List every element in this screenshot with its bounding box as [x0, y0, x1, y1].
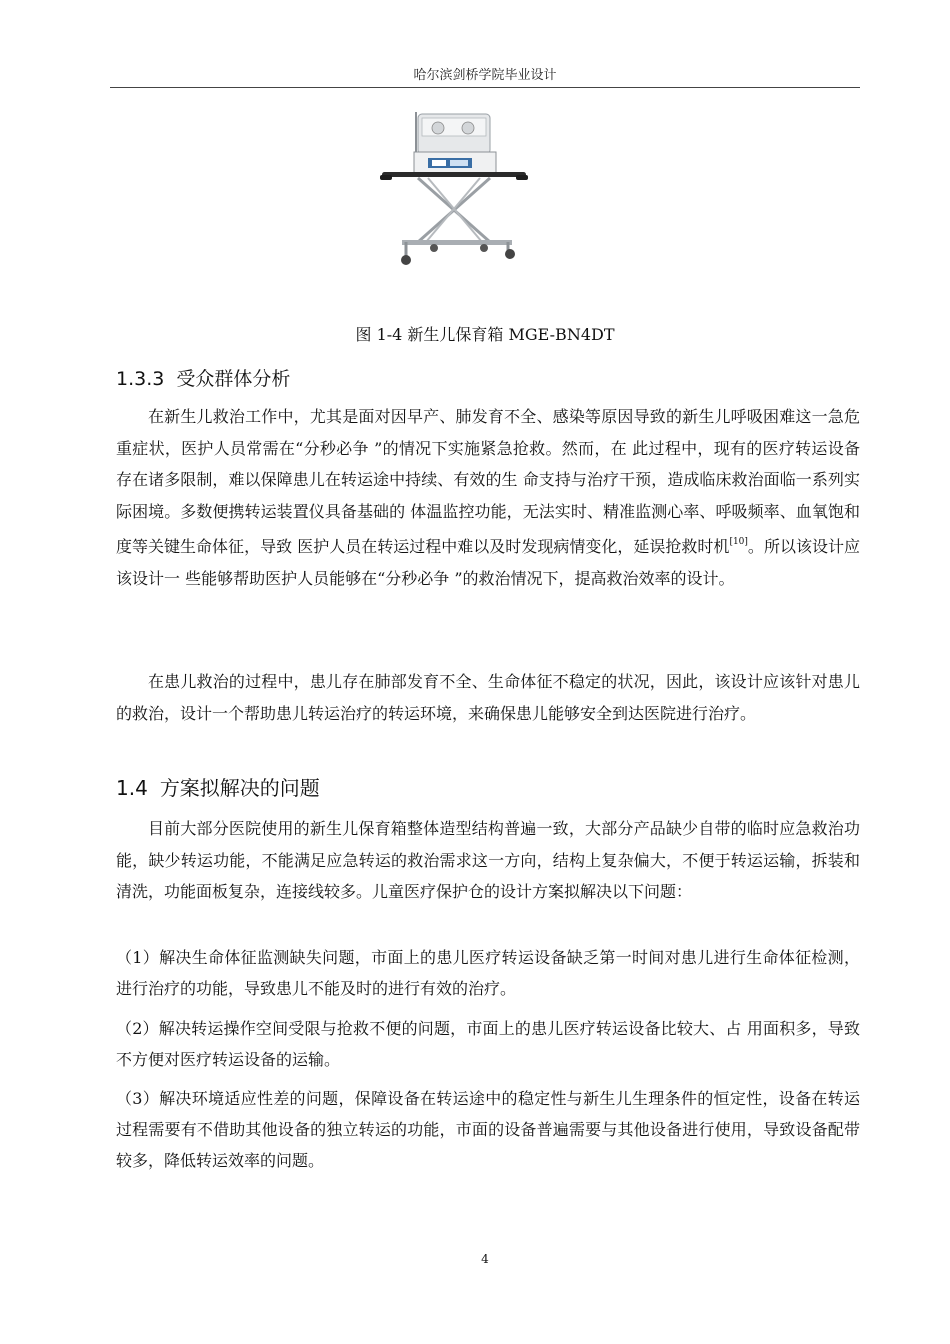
paragraph-problems-intro: 目前大部分医院使用的新生儿保育箱整体造型结构普遍一致，大部分产品缺少自带的临时应急救治功能，缺少转运功能，不能满足应急转运的救治需求这一方向，结构上复杂偏大，不便于转运运输，拆装和清洗，功能面板复杂，连接线较多。儿童医疗保护仓的设计方案拟解决以下问题： [116, 819, 860, 901]
section-heading-1-4 [116, 772, 320, 801]
list-item: （1）解决生命体征监测缺失问题，市面上的患儿医疗转运设备缺乏第一时间对患儿进行生命体征检测，进行治疗的功能，导致患儿不能及时的进行有效的治疗。 [116, 948, 860, 998]
paragraph-text: 。所以该设计应该设计一 些能够帮助医护人员能够在“分秒必争 ”的救治情况下，提高救治效率的设计。 [116, 537, 860, 588]
list-item: （3）解决环境适应性差的问题，保障设备在转运途中的稳定性与新生儿生理条件的恒定性，设备在转运过程需要有不借助其他设备的独立转运的功能，市面的设备普遍需要与其他设备进行使用，导致设备配带较多，降低转运效率的问题。 [116, 1089, 860, 1170]
incubator-image [378, 108, 530, 268]
citation-reference: [10] [729, 537, 748, 547]
section-number: 1.4 [116, 776, 148, 800]
paragraph-audience-1 [116, 401, 860, 594]
paragraph-audience-2: 在患儿救治的过程中，患儿存在肺部发育不全、生命体征不稳定的状况，因此，该设计应该针对患儿的救治，设计一个帮助患儿转运治疗的转运环境，来确保患儿能够安全到达医院进行治疗。 [116, 672, 860, 723]
page-header: 哈尔滨剑桥学院毕业设计 [413, 68, 557, 83]
section-title: 方案拟解决的问题 [159, 776, 320, 800]
page-number: 4 [481, 1252, 489, 1266]
list-item: （2）解决转运操作空间受限与抢救不便的问题，市面上的患儿医疗转运设备比较大、占 用面积多，导致不方便对医疗转运设备的运输。 [116, 1019, 860, 1069]
section-title: 受众群体分析 [176, 368, 291, 390]
section-number: 1.3.3 [116, 368, 165, 390]
header-rule [110, 87, 860, 88]
figure-caption: 图 1-4 新生儿保育箱 MGE-BN4DT [355, 325, 615, 344]
section-heading-1-3-3 [116, 364, 290, 391]
paragraph-text: 在新生儿救治工作中，尤其是面对因早产、肺发育不全、感染等原因导致的新生儿呼吸困难这一急危重症状，医护人员常需在“分秒必争 ”的情况下实施紧急抢救。然而，在 此过程中，现有的医疗转运设备存在诸多限制，难以保障患儿在转运途中持续、有效的生 命支持与治疗干预，造成临床救治面临一系列实际困境。多数便携转运装置仪具备基础的 体温监控功能，无法实时、精准监测心率、呼吸频率、血氧饱和度等关键生命体征，导致 医护人员在转运过程中难以及时发现病情变化，延误抢救时机 [116, 407, 860, 556]
